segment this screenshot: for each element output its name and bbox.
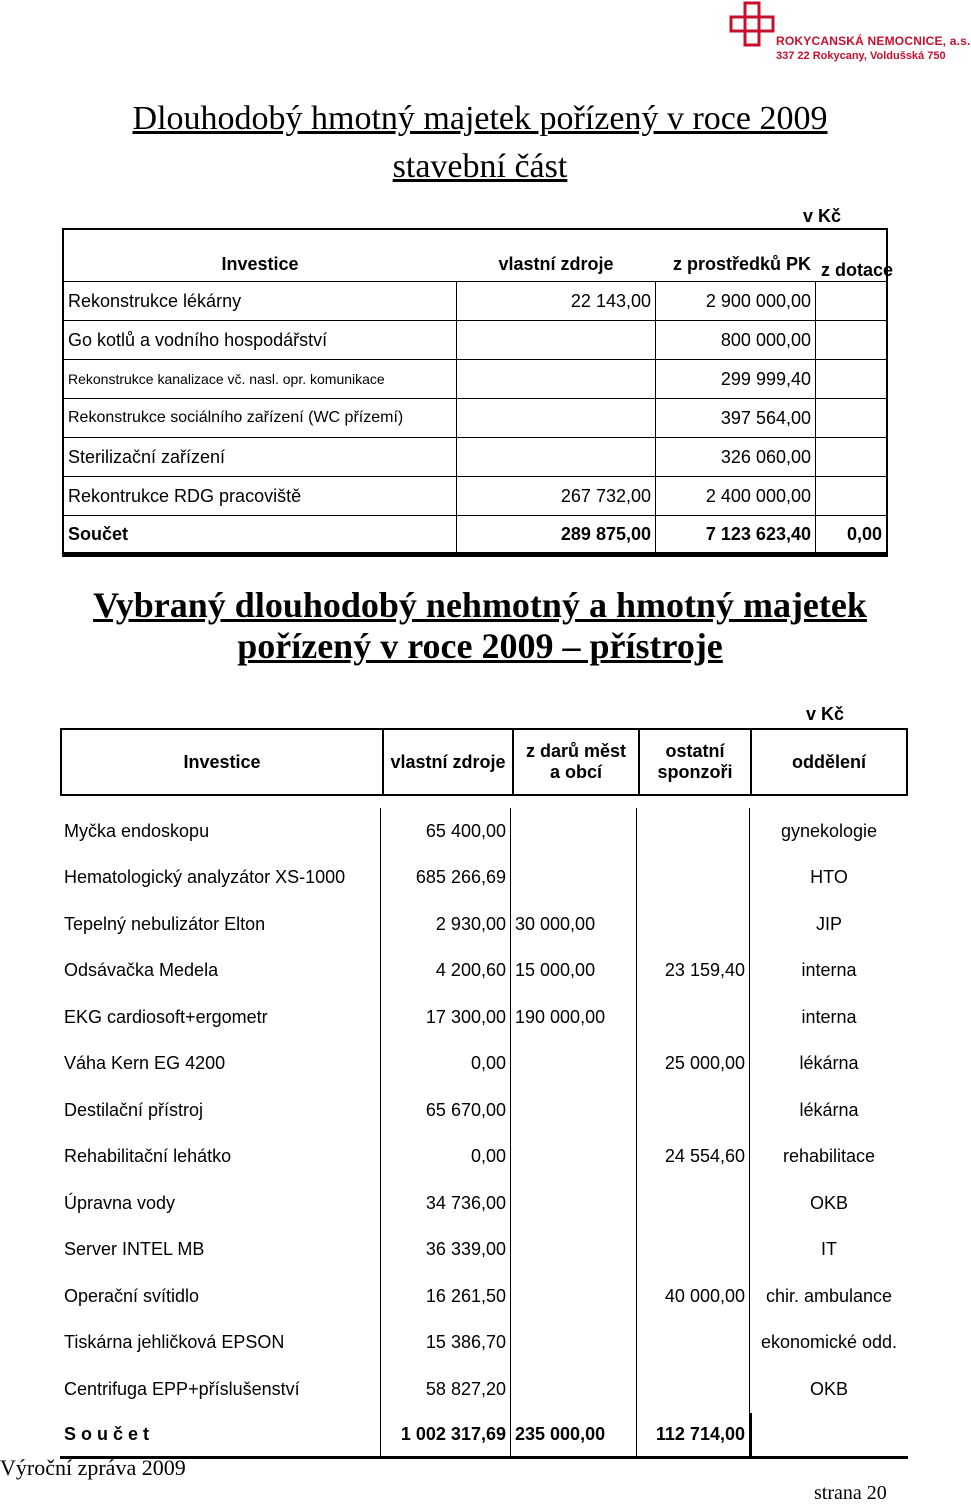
row-dept: rehabilitace: [782, 1146, 876, 1167]
section1-subtitle: stavební část: [392, 148, 568, 185]
row-name: Odsávačka Medela: [64, 960, 219, 981]
row-own: 2 930,00: [380, 901, 510, 948]
row-sponsors: [636, 901, 750, 948]
row-grant: [816, 282, 886, 320]
header-sponsors-line1: ostatní: [665, 741, 725, 761]
row-dept: IT: [821, 1239, 837, 1260]
row-dept: JIP: [815, 913, 842, 934]
row-own: 16 261,50: [380, 1273, 510, 1320]
row-name: Centrifuga EPP+příslušenství: [64, 1378, 300, 1399]
row-sponsors: [636, 1320, 750, 1367]
header-sponsors-line2: sponzoři: [657, 762, 733, 782]
row-pk: 800 000,00: [656, 321, 816, 359]
row-grant: [816, 360, 886, 398]
row-own: 22 143,00: [456, 282, 656, 320]
row-own: 267 732,00: [456, 477, 656, 515]
table-total-row: [64, 516, 886, 555]
row-grant: [816, 477, 886, 515]
row-sponsors: [636, 855, 750, 902]
section2-title: Vybraný dlouhodobý nehmotný a hmotný majetek: [93, 585, 867, 625]
row-dept: HTO: [810, 867, 848, 888]
row-pk: 326 060,00: [656, 438, 816, 476]
row-dept: interna: [801, 960, 857, 981]
header-gifts: [512, 730, 638, 794]
row-name: Operační svítidlo: [64, 1285, 200, 1306]
row-gifts: 30 000,00: [510, 901, 636, 948]
table-row: [60, 855, 908, 902]
row-name: Úpravna vody: [64, 1192, 176, 1213]
row-own: [456, 360, 656, 398]
table-row: [60, 948, 908, 995]
table-row: [60, 994, 908, 1041]
row-sponsors: 40 000,00: [636, 1273, 750, 1320]
row-pk: 397 564,00: [656, 399, 816, 437]
row-name: Rekonstrukce kanalizace vč. nasl. opr. komunikace: [68, 371, 385, 387]
row-grant: [816, 438, 886, 476]
row-name: Rekontrukce RDG pracoviště: [68, 485, 302, 506]
total-dept: [750, 1413, 908, 1457]
total-grant: 0,00: [846, 523, 882, 544]
row-gifts: [510, 855, 636, 902]
total-gifts: 235 000,00: [510, 1413, 636, 1457]
row-own: 0,00: [380, 1041, 510, 1088]
row-gifts: [510, 1366, 636, 1413]
row-sponsors: [636, 1227, 750, 1274]
row-own: [456, 321, 656, 359]
row-gifts: [510, 1087, 636, 1134]
row-own: 65 670,00: [380, 1087, 510, 1134]
row-own: [456, 399, 656, 437]
equipment-table: [60, 728, 908, 1459]
table-row: [60, 1227, 908, 1274]
section2-subtitle: pořízený v roce 2009 – přístroje: [237, 626, 723, 666]
total-pk: 7 123 623,40: [656, 516, 816, 552]
table-row: [64, 477, 886, 516]
header-grant: z dotace: [820, 260, 894, 280]
section2-unit: v Kč: [806, 704, 845, 724]
row-name: Destilační přístroj: [64, 1099, 204, 1120]
row-dept: OKB: [809, 1192, 848, 1213]
section1-unit: v Kč: [803, 206, 842, 226]
row-pk: 2 400 000,00: [656, 477, 816, 515]
row-gifts: [510, 808, 636, 855]
row-name: Sterilizační zařízení: [68, 446, 226, 467]
row-dept: ekonomické odd.: [760, 1332, 898, 1353]
table-row: [60, 1180, 908, 1227]
row-sponsors: 23 159,40: [636, 948, 750, 995]
section1-title: Dlouhodobý hmotný majetek pořízený v roce 2009: [132, 100, 828, 137]
table-row: [64, 321, 886, 360]
row-own: 34 736,00: [380, 1180, 510, 1227]
row-dept: interna: [801, 1006, 857, 1027]
row-name: Hematologický analyzátor XS-1000: [64, 867, 346, 888]
row-gifts: [510, 1273, 636, 1320]
row-sponsors: [636, 1180, 750, 1227]
row-name: Go kotlů a vodního hospodářství: [68, 329, 328, 350]
table-header: [64, 230, 894, 282]
row-own: 58 827,20: [380, 1366, 510, 1413]
row-dept: gynekologie: [780, 820, 878, 841]
row-name: Váha Kern EG 4200: [64, 1053, 226, 1074]
row-name: Tiskárna jehličková EPSON: [64, 1332, 285, 1353]
total-own: 289 875,00: [456, 516, 656, 552]
row-gifts: 15 000,00: [510, 948, 636, 995]
hospital-address: 337 22 Rokycany, Voldušská 750: [776, 50, 946, 62]
total-own: 1 002 317,69: [380, 1413, 510, 1457]
table-row: [60, 1041, 908, 1088]
row-own: 0,00: [380, 1134, 510, 1181]
row-own: 4 200,60: [380, 948, 510, 995]
hospital-name: ROKYCANSKÁ NEMOCNICE, a.s.: [776, 34, 971, 48]
row-grant: [816, 321, 886, 359]
row-name: Rehabilitační lehátko: [64, 1146, 232, 1167]
header-own: vlastní zdroje: [382, 730, 512, 794]
header-gifts-line1: z darů měst: [525, 741, 627, 761]
row-own: 17 300,00: [380, 994, 510, 1041]
row-name: Rekonstrukce lékárny: [68, 290, 242, 311]
header-investice: Investice: [221, 254, 299, 274]
row-name: Myčka endoskopu: [64, 820, 210, 841]
row-sponsors: [636, 994, 750, 1041]
row-gifts: [510, 1227, 636, 1274]
row-dept: chir. ambulance: [765, 1285, 893, 1306]
row-sponsors: 25 000,00: [636, 1041, 750, 1088]
row-grant: [816, 399, 886, 437]
header-pk: z prostředků PK: [672, 254, 812, 274]
table-row: [60, 808, 908, 855]
footer-page-number: strana 20: [814, 1482, 887, 1504]
row-sponsors: [636, 1366, 750, 1413]
header-gifts-line2: a obcí: [549, 762, 602, 782]
table-row: [64, 399, 886, 438]
table-row: [60, 901, 908, 948]
row-own: [456, 438, 656, 476]
row-pk: 299 999,40: [656, 360, 816, 398]
table-header: [60, 728, 908, 796]
row-own: 685 266,69: [380, 855, 510, 902]
row-dept: lékárna: [799, 1053, 859, 1074]
row-gifts: [510, 1180, 636, 1227]
table-row: [64, 438, 886, 477]
total-label: Součet: [68, 523, 129, 544]
row-gifts: 190 000,00: [510, 994, 636, 1041]
header-sponsors: [638, 730, 752, 794]
row-own: 15 386,70: [380, 1320, 510, 1367]
row-dept: OKB: [809, 1378, 848, 1399]
table-row: [60, 1366, 908, 1413]
hospital-logo: [728, 0, 971, 70]
header-dept: oddělení: [791, 751, 866, 772]
table-total-row: [60, 1413, 908, 1460]
header-own: vlastní zdroje: [498, 254, 614, 274]
row-gifts: [510, 1134, 636, 1181]
total-sponsors: 112 714,00: [636, 1413, 750, 1457]
hospital-cross-icon: [728, 0, 776, 48]
row-sponsors: [636, 1087, 750, 1134]
construction-table: [62, 228, 894, 557]
header-investice: Investice: [183, 751, 261, 772]
table-row: [64, 282, 886, 321]
table-row: [60, 1320, 908, 1367]
row-own: 36 339,00: [380, 1227, 510, 1274]
row-name: EKG cardiosoft+ergometr: [64, 1006, 268, 1027]
row-name: Server INTEL MB: [64, 1239, 205, 1260]
table-row: [60, 1087, 908, 1134]
table-row: [64, 360, 886, 399]
row-name: Tepelný nebulizátor Elton: [64, 913, 266, 934]
row-sponsors: [636, 808, 750, 855]
table-row: [60, 1134, 908, 1181]
row-sponsors: 24 554,60: [636, 1134, 750, 1181]
row-gifts: [510, 1320, 636, 1367]
row-dept: lékárna: [799, 1099, 859, 1120]
row-pk: 2 900 000,00: [656, 282, 816, 320]
footer-report-title: Výroční zpráva 2009: [0, 1455, 186, 1480]
total-label: Součet: [64, 1423, 155, 1444]
row-gifts: [510, 1041, 636, 1088]
table-row: [60, 1273, 908, 1320]
row-name: Rekonstrukce sociálního zařízení (WC přízemí): [68, 409, 404, 426]
row-own: 65 400,00: [380, 808, 510, 855]
